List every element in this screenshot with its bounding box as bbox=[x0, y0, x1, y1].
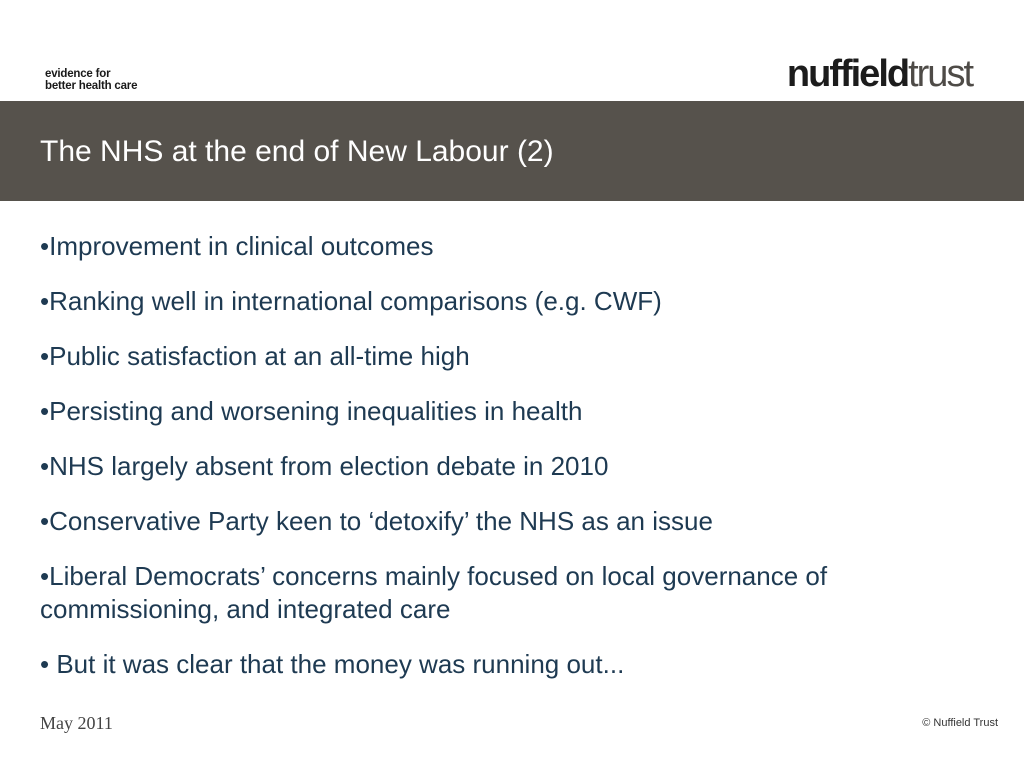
bullet-item: •Liberal Democrats’ concerns mainly focused on local governance of commissioning, and integrated care bbox=[40, 561, 828, 624]
nuffield-trust-logo bbox=[787, 52, 972, 96]
tagline-line-1: evidence for bbox=[45, 68, 111, 80]
footer-date: May 2011 bbox=[40, 713, 113, 733]
footer-copyright: © Nuffield Trust bbox=[922, 717, 998, 729]
bullet-item: •Conservative Party keen to ‘detoxify’ the NHS as an issue bbox=[40, 506, 713, 536]
tagline bbox=[45, 68, 137, 92]
logo-text-nuffield: nuffield bbox=[786, 53, 909, 95]
logo-text-trust: trust bbox=[908, 53, 972, 95]
bullet-item: •NHS largely absent from election debate in 2010 bbox=[40, 451, 609, 481]
slide-title: The NHS at the end of New Labour (2) bbox=[40, 135, 554, 168]
bullet-item: •Ranking well in international comparisons (e.g. CWF) bbox=[40, 286, 662, 316]
bullet-item: •Public satisfaction at an all-time high bbox=[40, 341, 470, 371]
bullet-item: •Persisting and worsening inequalities in health bbox=[40, 396, 583, 426]
tagline-line-2: better health care bbox=[45, 80, 138, 92]
bullet-item: •Improvement in clinical outcomes bbox=[40, 231, 434, 261]
bullet-list bbox=[40, 230, 980, 703]
bullet-item: • But it was clear that the money was running out... bbox=[40, 649, 625, 679]
title-bar bbox=[0, 101, 1024, 201]
